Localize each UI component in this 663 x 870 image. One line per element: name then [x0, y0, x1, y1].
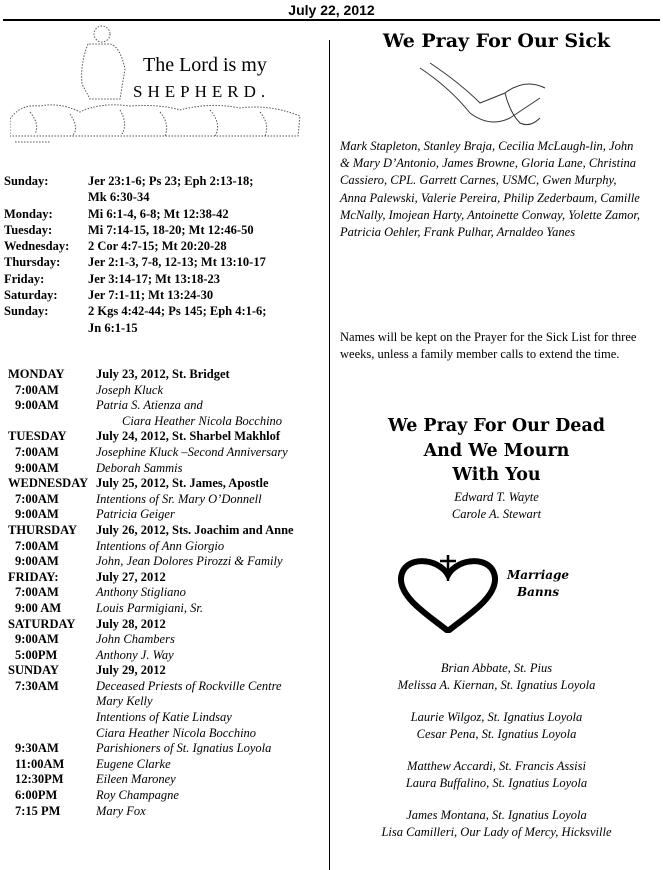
reading-day: Monday: — [4, 206, 53, 221]
mass-intention-row — [0, 461, 325, 477]
mass-intention-row — [0, 492, 325, 508]
mass-time — [0, 694, 96, 710]
reading-reference: Jer 2:1-3, 7-8, 12-13; Mt 13:10-17 — [88, 255, 266, 270]
banns-couple — [330, 709, 663, 743]
banns-name: Brian Abbate, St. Pius — [440, 661, 553, 675]
mass-intention-row — [0, 554, 325, 570]
mass-time: 9:00AM — [15, 460, 59, 475]
reading-row — [4, 238, 324, 254]
dead-section-title — [330, 414, 663, 488]
mass-day: MONDAY — [8, 367, 65, 381]
mass-intention-row — [0, 445, 325, 461]
mass-intention: Josephine Kluck –Second Anniversary — [96, 444, 288, 459]
deceased-names — [330, 489, 663, 523]
sick-names-list: Mark Stapleton, Stanley Braja, Cecilia McLaugh-lin, John & Mary D’Antonio, James Browne, Gloria Lane, Christina Cassiero, CPL. Garrett Carnes, USMC, Gwen Murphy, Anna Palewski, Valerie Pereira, Philip Zederbaum, Camille McNally, Imojean Harty, Antoinette Conway, Yolette Zamor, Patricia Oehler, Frank Pulhar, Arnaldeo Yanes — [340, 139, 640, 240]
mass-intention-row — [0, 804, 325, 820]
mass-intention-row — [0, 694, 325, 710]
mass-day-row — [0, 663, 325, 679]
banns-name: Laura Buffalino, St. Ignatius Loyola — [405, 776, 588, 790]
reading-reference: Jer 7:1-11; Mt 13:24-30 — [88, 288, 214, 303]
reading-row — [4, 254, 324, 270]
mass-date-feast: July 23, 2012, St. Bridget — [96, 367, 230, 381]
dead-title-line: And We Mourn — [423, 440, 570, 461]
banns-label-line: Marriage — [507, 568, 570, 582]
mass-intention-row — [0, 507, 325, 523]
banns-couple — [330, 807, 663, 841]
reading-day — [4, 189, 88, 205]
banns-couple — [330, 758, 663, 792]
mass-intention-row — [0, 788, 325, 804]
mass-time: 9:00AM — [15, 398, 59, 413]
mass-intention: Intentions of Katie Lindsay — [96, 710, 232, 725]
mass-day: FRIDAY: — [8, 569, 59, 584]
deceased-name: Edward T. Wayte — [454, 490, 539, 504]
mass-intention-row — [0, 585, 325, 601]
banns-label-line: Banns — [516, 585, 560, 599]
reading-reference: Mi 6:1-4, 6-8; Mt 12:38-42 — [88, 206, 229, 221]
mass-time: 9:00AM — [15, 632, 59, 647]
banns-name: Melissa A. Kiernan, St. Ignatius Loyola — [397, 678, 596, 692]
mass-intention-row — [0, 679, 325, 695]
reading-day: Sunday: — [4, 304, 49, 319]
mass-intention-row — [0, 414, 325, 430]
reading-row — [4, 189, 324, 205]
mass-day: TUESDAY — [8, 429, 67, 444]
logo-line2: SHEPHERD. — [133, 82, 271, 101]
reading-row — [4, 222, 324, 238]
banns-name: Laurie Wilgoz, St. Ignatius Loyola — [410, 710, 583, 724]
mass-time: 7:00AM — [15, 491, 59, 506]
mass-intention: Intentions of Sr. Mary O’Donnell — [96, 491, 262, 506]
reading-reference: Mk 6:30-34 — [88, 190, 150, 205]
mass-day-row — [0, 476, 325, 492]
mass-intention: Deceased Priests of Rockville Centre — [96, 678, 282, 693]
mass-date-feast: July 29, 2012 — [96, 663, 166, 678]
mass-intention: Anthony J. Way — [96, 647, 174, 662]
mass-time — [0, 726, 96, 742]
mass-intention-row — [0, 741, 325, 757]
mass-day: WEDNESDAY — [8, 476, 89, 491]
mass-time: 9:00 AM — [15, 600, 62, 615]
mass-intention: Eugene Clarke — [96, 756, 171, 771]
reading-day: Friday: — [4, 271, 45, 286]
mass-intention: Deborah Sammis — [96, 460, 183, 475]
mass-time: 7:00AM — [15, 585, 59, 600]
mass-schedule — [0, 367, 325, 819]
marriage-banns-label — [507, 567, 569, 601]
reading-row — [4, 271, 324, 287]
deceased-name: Carole A. Stewart — [451, 507, 542, 521]
mass-time — [0, 710, 96, 726]
mass-intention: Louis Parmigiani, Sr. — [96, 600, 203, 615]
mass-time: 7:00AM — [15, 382, 59, 397]
reading-day: Sunday: — [4, 174, 49, 188]
mass-intention: Intentions of Ann Giorgio — [96, 538, 225, 553]
mass-date-feast: July 25, 2012, St. James, Apostle — [96, 476, 269, 491]
reading-row — [4, 303, 324, 319]
mass-intention-row — [0, 383, 325, 399]
mass-day: SUNDAY — [8, 663, 59, 678]
banns-name: Matthew Accardi, St. Francis Assisi — [407, 759, 586, 773]
mass-intention: Ciara Heather Nicola Bocchino — [122, 413, 283, 428]
mass-intention: John Chambers — [96, 632, 175, 647]
mass-intention: Mary Fox — [96, 803, 146, 818]
mass-intention: Parishioners of St. Ignatius Loyola — [96, 741, 272, 756]
mass-intention: John, Jean Dolores Pirozzi & Family — [96, 554, 283, 569]
mass-intention: Ciara Heather Nicola Bocchino — [96, 725, 257, 740]
sick-section-title: We Pray For Our Sick — [382, 30, 611, 52]
heart-cross-icon — [398, 553, 498, 633]
mass-day: SATURDAY — [8, 616, 76, 631]
reading-day — [4, 320, 88, 336]
praying-hands-illustration — [410, 58, 550, 133]
header-rule — [3, 19, 660, 21]
reading-row — [4, 320, 324, 336]
reading-reference: Jer 23:1-6; Ps 23; Eph 2:13-18; — [88, 174, 254, 188]
reading-day: Thursday: — [4, 255, 61, 270]
mass-time — [0, 414, 96, 430]
mass-time: 12:30PM — [15, 772, 64, 787]
reading-reference: Jer 3:14-17; Mt 13:18-23 — [88, 271, 221, 286]
mass-date-feast: July 26, 2012, Sts. Joachim and Anne — [96, 522, 294, 537]
reading-day: Wednesday: — [4, 239, 70, 254]
mass-intention: Patria S. Atienza and — [96, 398, 203, 413]
banns-name: James Montana, St. Ignatius Loyola — [406, 808, 587, 822]
mass-intention: Joseph Kluck — [96, 382, 163, 397]
logo-line1: The Lord is my — [143, 54, 267, 76]
banns-couple — [330, 660, 663, 694]
mass-intention-row — [0, 757, 325, 773]
reading-row — [4, 206, 324, 222]
mass-time: 7:00AM — [15, 444, 59, 459]
reading-day: Tuesday: — [4, 222, 53, 237]
reading-reference: Jn 6:1-15 — [88, 320, 138, 335]
weekly-readings — [4, 173, 324, 336]
mass-time: 7:00AM — [15, 538, 59, 553]
mass-time: 9:30AM — [15, 741, 59, 756]
mass-intention-row — [0, 632, 325, 648]
reading-reference: 2 Cor 4:7-15; Mt 20:20-28 — [88, 239, 227, 254]
mass-intention: Anthony Stigliano — [96, 585, 186, 600]
mass-intention-row — [0, 772, 325, 788]
mass-intention-row — [0, 539, 325, 555]
mass-intention-row — [0, 726, 325, 742]
mass-intention: Mary Kelly — [96, 694, 153, 709]
mass-intention: Eileen Maroney — [96, 772, 176, 787]
mass-time: 7:30AM — [15, 678, 59, 693]
mass-intention-row — [0, 710, 325, 726]
mass-day-row — [0, 570, 325, 586]
mass-time: 11:00AM — [15, 756, 65, 771]
mass-time: 7:15 PM — [15, 803, 61, 818]
banns-list — [330, 660, 663, 856]
dead-title-line: With You — [452, 465, 541, 485]
reading-reference: 2 Kgs 4:42-44; Ps 145; Eph 4:1-6; — [88, 304, 267, 319]
mass-date-feast: July 27, 2012 — [96, 569, 166, 584]
bulletin-date: July 22, 2012 — [288, 2, 375, 18]
sick-list-notice: Names will be kept on the Prayer for the Sick List for three weeks, unless a family member calls to extend the time. — [340, 330, 637, 362]
mass-intention: Patricia Geiger — [96, 507, 175, 522]
mass-intention-row — [0, 398, 325, 414]
mass-day-row — [0, 523, 325, 539]
mass-date-feast: July 28, 2012 — [96, 616, 166, 631]
mass-time: 5:00PM — [15, 647, 58, 662]
mass-intention-row — [0, 601, 325, 617]
banns-name: Lisa Camilleri, Our Lady of Mercy, Hicksville — [381, 825, 612, 839]
reading-row — [4, 287, 324, 303]
mass-time: 9:00AM — [15, 554, 59, 569]
reading-reference: Mi 7:14-15, 18-20; Mt 12:46-50 — [88, 222, 254, 237]
reading-row — [4, 173, 324, 189]
mass-day-row — [0, 429, 325, 445]
mass-date-feast: July 24, 2012, St. Sharbel Makhlof — [96, 429, 281, 444]
mass-day: THURSDAY — [8, 522, 78, 537]
mass-day-row — [0, 617, 325, 633]
reading-day: Saturday: — [4, 288, 58, 303]
mass-time: 9:00AM — [15, 507, 59, 522]
mass-time: 6:00PM — [15, 788, 58, 803]
mass-day-row — [0, 367, 325, 383]
shepherd-logo — [10, 24, 305, 144]
mass-intention: Roy Champagne — [96, 788, 179, 803]
dead-title-line: We Pray For Our Dead — [387, 416, 606, 436]
mass-intention-row — [0, 648, 325, 664]
banns-name: Cesar Pena, St. Ignatius Loyola — [416, 727, 577, 741]
